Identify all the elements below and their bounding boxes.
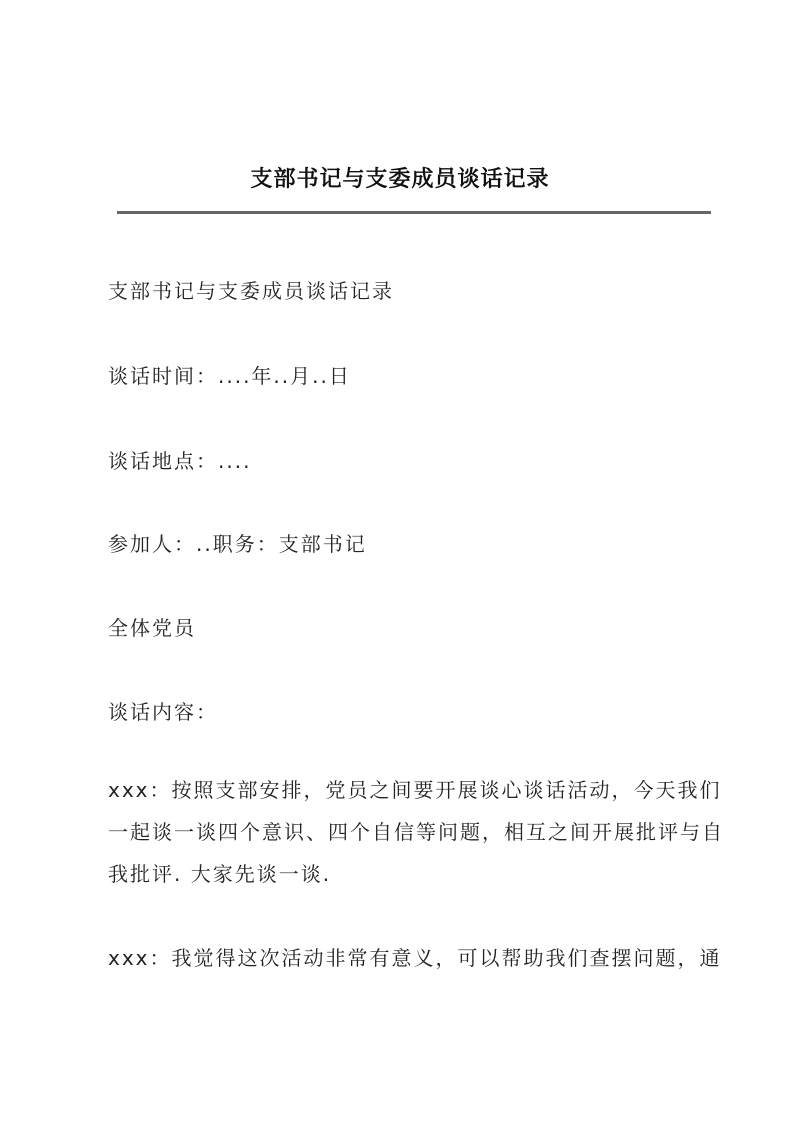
paragraph-1 [108, 769, 724, 895]
document-title: 支部书记与支委成员谈话记录 [250, 166, 550, 192]
talk-location-line: 谈话地点：.... [108, 449, 252, 473]
paragraph-2 [108, 937, 722, 979]
paragraph-1-line: 一起谈一谈四个意识、四个自信等问题，相互之间开展批评与自 [108, 820, 724, 844]
heading-line: 支部书记与支委成员谈话记录 [108, 279, 394, 303]
paragraph-1-line: 我批评. 大家先谈一谈. [108, 862, 332, 886]
talk-time-line: 谈话时间：....年..月..日 [108, 364, 351, 388]
talk-content-label: 谈话内容： [108, 700, 218, 724]
paragraph-1-line: xxx：按照支部安排，党员之间要开展谈心谈话活动，今天我们 [108, 778, 722, 802]
participants-line: 参加人：..职务：支部书记 [108, 532, 367, 556]
all-members-line: 全体党员 [108, 616, 196, 640]
title-divider [117, 211, 711, 214]
paragraph-2-line: xxx：我觉得这次活动非常有意义，可以帮助我们查摆问题，通 [108, 946, 722, 970]
